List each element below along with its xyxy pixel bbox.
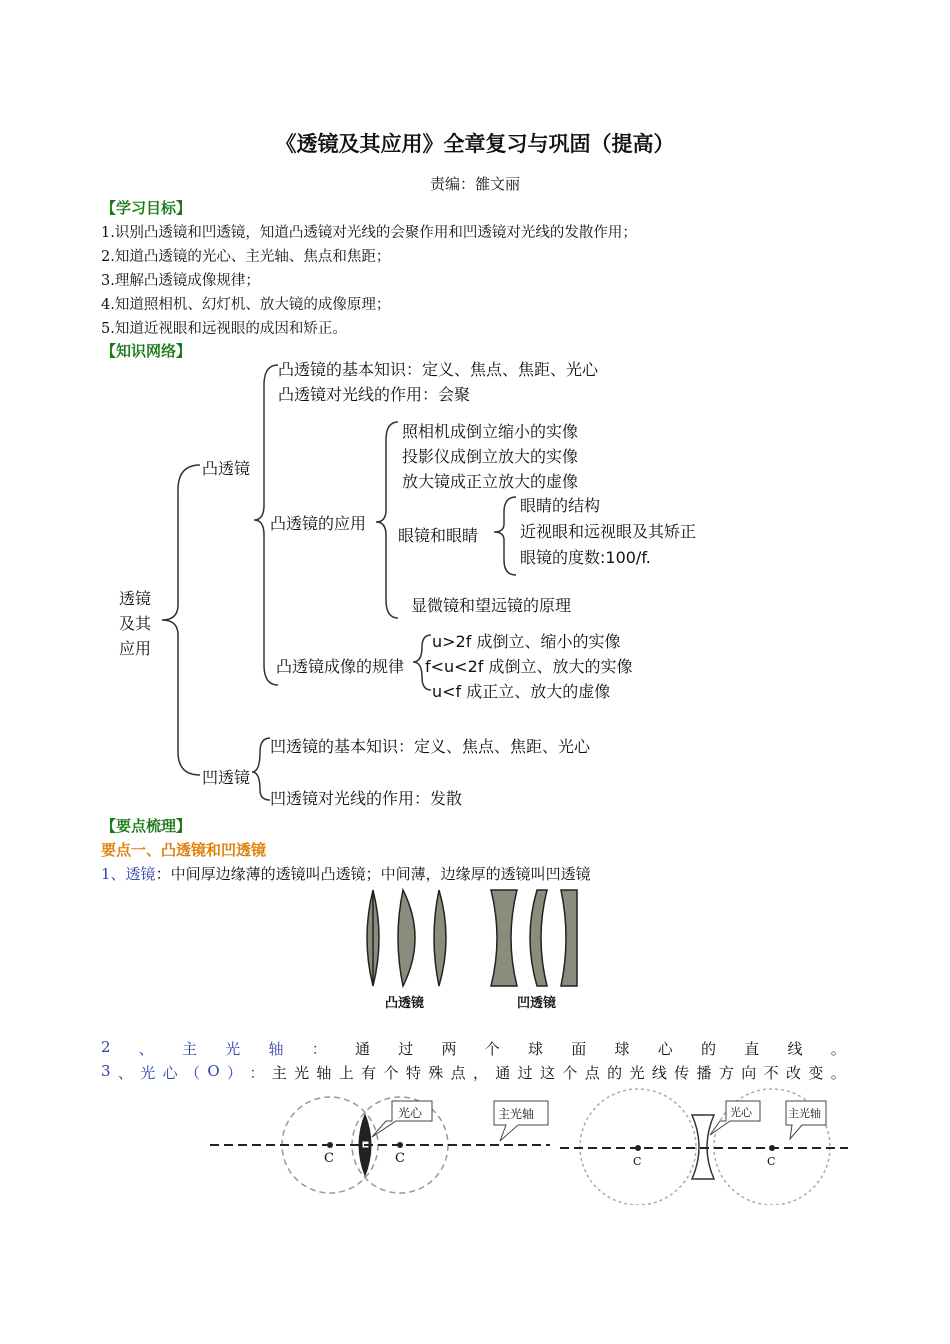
axis-label-left: 主光轴	[498, 1107, 535, 1121]
line3-char: 主	[271, 1064, 287, 1082]
line3-char: 。	[830, 1064, 846, 1082]
mindmap-convex: 凸透镜	[202, 459, 251, 478]
convex-lens-planoconvex	[398, 890, 415, 986]
mindmap-imaging-rule: 凸透镜成像的规律	[276, 657, 405, 676]
line3-char: 光	[629, 1064, 645, 1082]
line3-char: 光	[294, 1064, 310, 1082]
goal-item-1: 1.识别凸透镜和凹透镜，知道凸透镜对光线的会聚作用和凹透镜对光线的发散作用；	[101, 225, 637, 241]
mindmap-app-magnifier: 放大镜成正立放大的虚像	[402, 472, 579, 491]
mindmap-glasses: 眼镜和眼睛	[398, 526, 479, 545]
concave-lens-meniscus	[530, 890, 547, 986]
line3-char: 方	[718, 1064, 734, 1082]
center-label-left-1: C	[324, 1151, 334, 1166]
line3-char: 轴	[316, 1064, 332, 1082]
convex-lens-biconvex	[367, 890, 379, 986]
line2-char: 线	[787, 1040, 803, 1058]
line2-char: 个	[484, 1040, 500, 1058]
line2-char: 2	[101, 1038, 111, 1056]
line3-char: 殊	[428, 1064, 444, 1082]
mindmap-convex-application: 凸透镜的应用	[270, 514, 367, 533]
mindmap-root	[119, 586, 151, 661]
line3-char: 传	[674, 1064, 690, 1082]
editor-line: 责编：雒文丽	[429, 175, 520, 193]
mindmap-concave: 凹透镜	[202, 768, 251, 787]
line3-char: 不	[763, 1064, 779, 1082]
optical-center-label-right: 光心	[730, 1106, 752, 1119]
mindmap-app-projector: 投影仪成倒立放大的实像	[402, 447, 579, 466]
optical-center-svg	[200, 1085, 852, 1205]
line2-char: 球	[528, 1040, 544, 1058]
line3-char: 个	[383, 1064, 399, 1082]
point1-heading: 要点一、凸透镜和凹透镜	[101, 841, 267, 859]
mindmap-rule-2: f<u<2f 成倒立、放大的实像	[425, 657, 633, 676]
optical-center-diagram	[200, 1085, 852, 1209]
line3-char: 点	[450, 1064, 466, 1082]
mindmap-microscope: 显微镜和望远镜的原理	[411, 596, 572, 615]
line3-char: 个	[562, 1064, 578, 1082]
line3-char: 点	[584, 1064, 600, 1082]
line1-term: 透镜	[125, 865, 156, 883]
line3-char: 、	[117, 1064, 133, 1082]
line3-char: 改	[785, 1064, 801, 1082]
line2-char: 主	[182, 1040, 198, 1058]
point1-line2	[101, 1038, 846, 1059]
line2-char: 通	[355, 1040, 371, 1058]
line3-char: 有	[361, 1064, 377, 1082]
lens-shapes-figure	[355, 882, 587, 1018]
mindmap-concave-basic: 凹透镜的基本知识：定义、焦点、焦距、光心	[270, 737, 591, 756]
mindmap-glasses-eye-structure: 眼睛的结构	[520, 496, 601, 515]
line1-text: ：中间厚边缘薄的透镜叫凸透镜；中间薄，边缘厚的透镜叫凹透镜	[155, 865, 591, 883]
line3-char: 特	[405, 1064, 421, 1082]
line3-char: ）	[226, 1064, 242, 1082]
goal-item-5: 5.知道近视眼和远视眼的成因和矫正。	[101, 321, 347, 337]
mindmap-glasses-myopia: 近视眼和远视眼及其矫正	[520, 522, 697, 541]
mindmap-rule-1: u>2f 成倒立、缩小的实像	[432, 632, 621, 651]
center-label-right-2: C	[767, 1155, 776, 1168]
line3-char: 光	[140, 1064, 156, 1082]
line3-char: 通	[495, 1064, 511, 1082]
line3-char: 的	[607, 1064, 623, 1082]
line2-char: 、	[138, 1040, 154, 1058]
point1-line1	[101, 863, 591, 884]
line2-char: ：	[311, 1040, 327, 1058]
line3-char: 线	[651, 1064, 667, 1082]
center-point-left-1	[327, 1142, 333, 1148]
line3-char: O	[207, 1062, 220, 1080]
mindmap-root-line-3: 应用	[119, 639, 152, 658]
line2-char: 。	[830, 1040, 846, 1058]
line3-char: （	[184, 1064, 200, 1082]
mindmap-convex-effect: 凸透镜对光线的作用：会聚	[278, 385, 471, 404]
goal-item-3: 3.理解凸透镜成像规律；	[101, 273, 260, 289]
optical-center-label-left: 光心	[398, 1106, 423, 1120]
line2-char: 过	[398, 1040, 414, 1058]
line2-char: 直	[744, 1040, 760, 1058]
mindmap-glasses-power: 眼镜的度数:100/f.	[520, 548, 651, 567]
line2-char: 轴	[268, 1040, 284, 1058]
line3-char: 播	[696, 1064, 712, 1082]
concave-lens-planoconcave	[561, 890, 577, 986]
line3-char: 变	[808, 1064, 824, 1082]
mindmap-root-line-1: 透镜	[119, 589, 152, 608]
line2-char: 球	[614, 1040, 630, 1058]
line2-char: 心	[657, 1040, 673, 1058]
mindmap-root-line-2: 及其	[119, 614, 152, 633]
convex-lens-caption: 凸透镜	[385, 996, 425, 1011]
points-heading: 【要点梳理】	[101, 817, 192, 835]
goal-item-2: 2.知道凸透镜的光心、主光轴、焦点和焦距；	[101, 249, 391, 265]
page-title: 《透镜及其应用》全章复习与巩固（提高）	[275, 131, 675, 156]
convex-lens-meniscus	[434, 890, 446, 986]
point1-line3	[101, 1062, 846, 1083]
mindmap-concave-effect: 凹透镜对光线的作用：发散	[270, 789, 463, 808]
line2-char: 光	[225, 1040, 241, 1058]
line3-char: 这	[540, 1064, 556, 1082]
goal-item-4: 4.知道照相机、幻灯机、放大镜的成像原理；	[101, 297, 391, 313]
center-point-left-2	[397, 1142, 403, 1148]
line3-char: ：	[249, 1064, 265, 1082]
line3-char: 心	[162, 1064, 178, 1082]
line2-char: 的	[701, 1040, 717, 1058]
line2-char: 面	[571, 1040, 587, 1058]
center-point-right-2	[769, 1145, 775, 1151]
line3-char: 向	[741, 1064, 757, 1082]
line2-char: 两	[441, 1040, 457, 1058]
line1-number: 1、	[101, 865, 126, 883]
line3-char: ，	[472, 1064, 488, 1082]
mindmap-rule-3: u<f 成正立、放大的虚像	[432, 682, 611, 701]
concave-lens-biconcave	[491, 890, 517, 986]
network-heading: 【知识网络】	[101, 342, 192, 360]
center-point-right-1	[635, 1145, 641, 1151]
line3-char: 3	[101, 1062, 111, 1080]
axis-label-right: 主光轴	[788, 1107, 821, 1120]
line3-char: 上	[338, 1064, 354, 1082]
concave-lens-caption: 凹透镜	[517, 996, 557, 1011]
center-label-right-1: C	[633, 1155, 642, 1168]
mindmap-app-camera: 照相机成倒立缩小的实像	[402, 422, 579, 441]
line3-char: 过	[517, 1064, 533, 1082]
goals-heading: 【学习目标】	[101, 199, 192, 217]
center-label-left-2: C	[395, 1151, 405, 1166]
mindmap-convex-basic: 凸透镜的基本知识：定义、焦点、焦距、光心	[278, 360, 599, 379]
